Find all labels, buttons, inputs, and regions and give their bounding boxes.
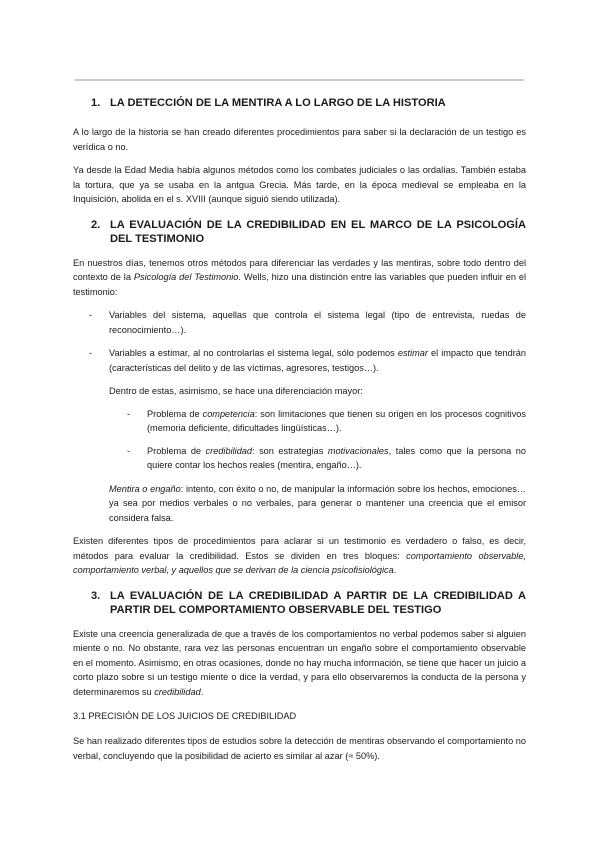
- sub-item-credibilidad: [109, 444, 526, 473]
- section-3-heading: [73, 589, 526, 617]
- subsection-3-1-heading: 3.1 PRECISIÓN DE LOS JUICIOS DE CREDIBILIDAD: [73, 711, 297, 721]
- italic-term: credibilidad: [154, 686, 201, 697]
- text-run: Existe una creencia generalizada de que a través de los comportamientos no verbal podemos saber si alguien miente o no. No obstante, rara vez las personas encuentran un engaño sobre el comportamiento observable en el momento. Asimismo, en otras ocasiones, donde no hay mucha información, se tiene que hacer un juicio a corto plazo sobre si un testigo miente o dice la verdad, y para ello observaremos la conducta de la persona y determinaremos su: [73, 628, 526, 697]
- text-run: Problema de: [147, 408, 203, 419]
- list-item-system-variables: [73, 308, 526, 337]
- italic-term: estimar: [397, 348, 428, 358]
- italic-term: competencia: [202, 408, 255, 419]
- section-1-number: 1.: [91, 97, 101, 109]
- list-item-estimator-variables: [73, 346, 526, 375]
- italic-term: comportamiento observable, comportamiento verbal, y aquellos que se derivan de la ciencia psicofisiológica: [73, 550, 526, 575]
- text-run: : son limitaciones que tienen su origen en los procesos cognitivos (memoria deficiente, dificultades lingüísticas…).: [147, 408, 526, 433]
- italic-term: credibilidad: [205, 445, 253, 456]
- text-run: Existen diferentes tipos de procedimientos para aclarar si un testimonio es verdadero o falso, es decir, métodos para evaluar la credibilidad. Estos se dividen en tres bloques:: [73, 536, 526, 561]
- list-item-text: Variables del sistema, aquellas que controla el sistema legal (tipo de entrevista, ruedas de reconocimiento…).: [109, 310, 526, 335]
- italic-term: Psicología del Testimonio: [133, 272, 239, 282]
- definition-paragraph: [109, 482, 526, 526]
- section-2-paragraph-2: [73, 534, 526, 578]
- section-1-heading: [73, 96, 526, 110]
- text-run: : son estrategias: [252, 445, 328, 456]
- section-1-title: LA DETECCIÓN DE LA MENTIRA A LO LARGO DE LA HISTORIA: [110, 97, 446, 109]
- list-item-text: [109, 346, 526, 375]
- section-2-title: LA EVALUACIÓN DE LA CREDIBILIDAD EN EL MARCO DE LA PSICOLOGÍA DEL TESTIMONIO: [110, 218, 526, 245]
- section-1-paragraph-2: Ya desde la Edad Media había algunos métodos como los combates judiciales o las ordalías. También estaba la tortura, que ya se usaba en la antgua Grecia. Más tarde, en la época medieval se empleaba en la Inquisición, abolida en el s. XVIII (aunque siguió siendo utilizada).: [73, 165, 526, 204]
- section-2-heading: [73, 218, 526, 246]
- italic-term: Mentira o engaño: [109, 483, 181, 494]
- text-run: : intento, con éxito o no, de manipular la información sobre los hechos, emociones… ya sea por medios verbales o no verbales, para generar o mantener una creencia que el emisor considera falsa.: [109, 483, 526, 523]
- text-run: Variables a estimar, al no controlarlas el sistema legal, sólo podemos: [109, 348, 398, 358]
- document-body: [73, 92, 526, 763]
- text-run: Problema de: [147, 445, 206, 456]
- text-run: En nuestros días, tenemos otros métodos para diferenciar las verdades y las mentiras, sobre todo dentro del contexto de la: [73, 257, 526, 282]
- section-3-paragraph-2: Se han realizado diferentes tipos de estudios sobre la detección de mentiras observando el comportamiento no verbal, concluyendo que la posibilidad de acierto es similar al azar (≈ 50%).: [73, 736, 526, 761]
- list-bullet: -: [127, 445, 131, 456]
- sub-item-text: [147, 444, 526, 473]
- list-bullet: -: [127, 408, 131, 419]
- section-3-title: LA EVALUACIÓN DE LA CREDIBILIDAD A PARTIR DE LA CREDIBILIDAD A PARTIR DEL COMPORTAMIENTO OBSERVABLE DEL TESTIGO: [110, 589, 526, 616]
- text-run: el impacto que tendrán (características del delito y de las víctimas, agresores, testigos…).: [109, 348, 526, 373]
- text-run: .: [200, 686, 204, 697]
- sub-item-competencia: [109, 407, 526, 436]
- text-run: . Wells, hizo una distinción entre las variables que pueden influir en el testimonio:: [73, 272, 526, 297]
- sub-item-text: [147, 407, 526, 436]
- list-bullet: -: [89, 310, 93, 320]
- top-rule: [75, 79, 524, 81]
- section-3-number: 3.: [91, 589, 101, 602]
- inner-paragraph: Dentro de estas, asimismo, se hace una diferenciación mayor:: [109, 386, 363, 396]
- text-run: .: [393, 565, 397, 575]
- list-bullet: -: [89, 348, 93, 358]
- section-3-paragraph-1: [73, 627, 526, 700]
- section-1-paragraph-1: A lo largo de la historia se han creado diferentes procedimientos para saber si la declaración de un testigo es verídica o no.: [73, 127, 526, 152]
- italic-term: motivacionales: [327, 445, 389, 456]
- section-2-number: 2.: [91, 218, 101, 231]
- text-run: , tales como que la persona no quiere contar los hechos reales (mentira, engaño…).: [147, 445, 526, 470]
- section-2-paragraph-1: [73, 256, 526, 300]
